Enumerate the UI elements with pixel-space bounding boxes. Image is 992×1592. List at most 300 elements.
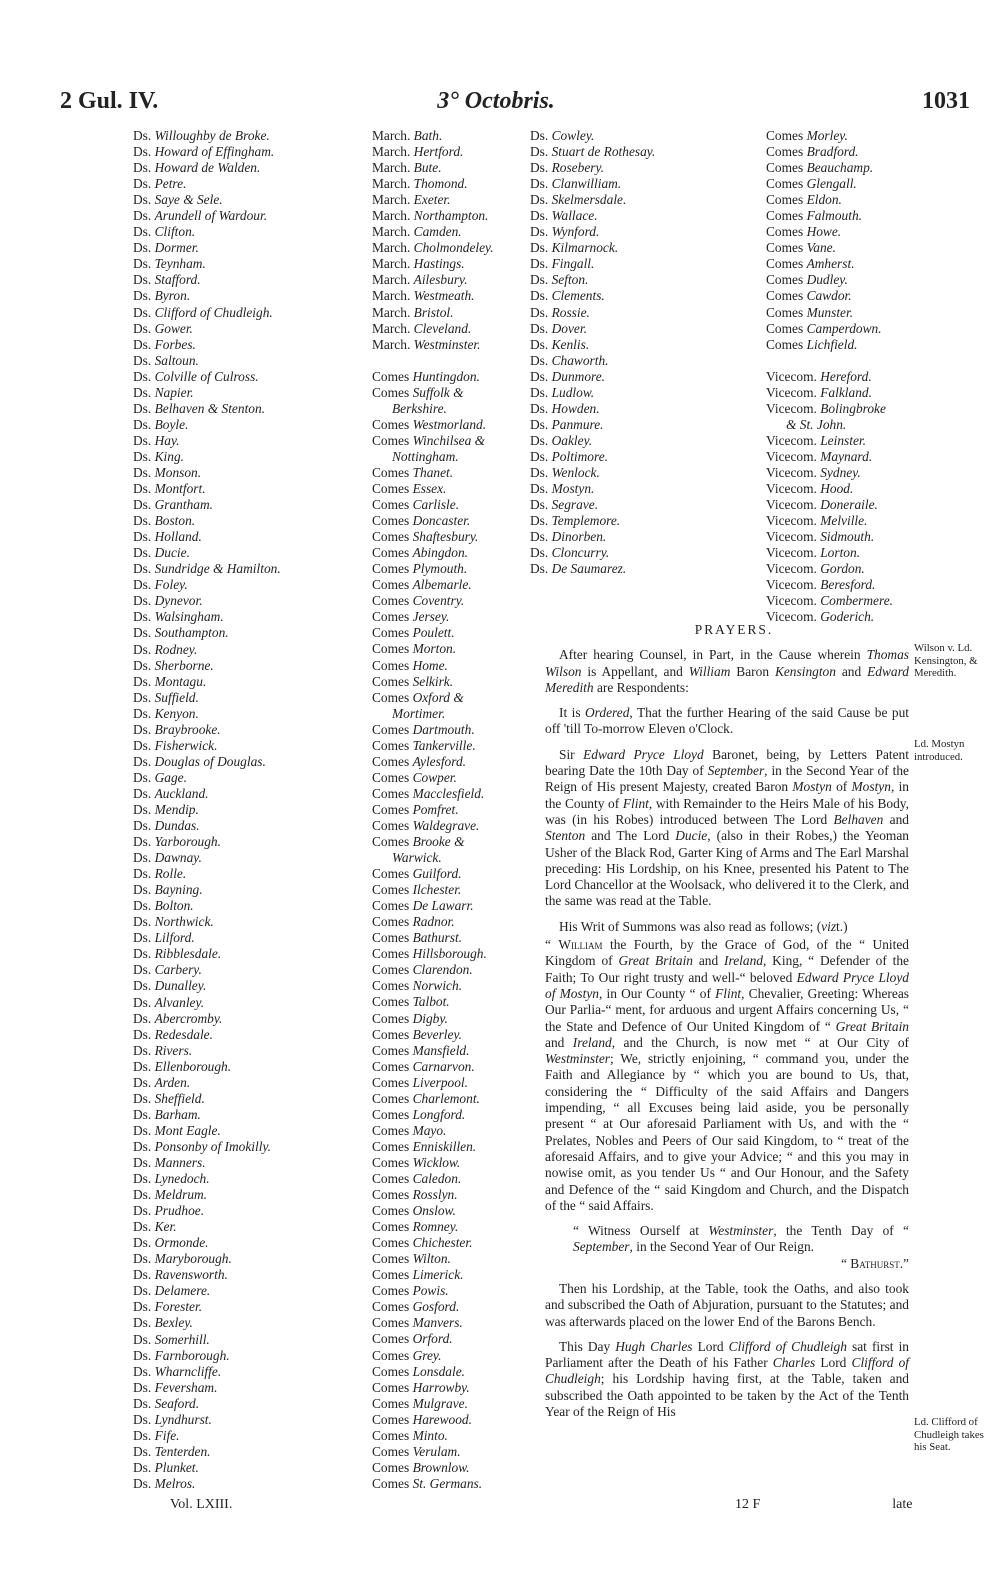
peer-entry [133,160,333,176]
peer-rank: Ds. [133,416,152,432]
peer-rank: Ds. [133,336,152,352]
peer-entry [133,321,333,337]
peer-entry [133,465,333,481]
peer-rank: Ds. [133,609,152,625]
peer-rank: March. [372,144,411,160]
paragraph-order: It is Ordered, That the further Hearing of the said Cause be put off 'till To-morrow Eleven o'Clock. [545,705,909,737]
peer-title: Camden. [413,224,462,240]
peer-entry [766,433,926,449]
peer-title: Cawdor. [806,288,852,304]
peer-entry [133,754,333,770]
peer-title: Hood. [820,480,854,496]
peer-title: Ravensworth. [154,1267,228,1283]
peer-title: Howe. [806,224,842,240]
peer-rank: Comes [372,994,410,1010]
peer-entry [133,1091,333,1107]
peer-entry [530,529,760,545]
peer-entry [372,1155,522,1171]
peer-entry [372,513,522,529]
peer-entry [372,1299,522,1315]
peer-title: Clements. [551,288,605,304]
peer-entry [133,545,333,561]
peer-entry [766,208,926,224]
peer-title: Cloncurry. [551,545,610,561]
peer-rank: Comes [372,416,410,432]
peer-title: Carbery. [154,962,202,978]
peer-entry [133,192,333,208]
peer-title: Dunmore. [551,368,606,384]
peer-title: Feversham. [154,1379,218,1395]
peer-entry [530,369,760,385]
peer-rank: Ds. [133,192,152,208]
peer-title: Napier. [154,384,194,400]
peer-rank: Ds. [133,1171,152,1187]
peer-rank: Comes [372,609,410,625]
peer-entry [372,1396,522,1412]
peer-rank: Ds. [133,144,152,160]
peer-title: Lichfield. [806,336,858,352]
peer-title: Westmeath. [413,288,475,304]
peer-rank: Ds. [133,545,152,561]
peer-rank: Comes [766,272,804,288]
peer-entry [133,369,333,385]
peer-entry [133,1123,333,1139]
peer-title: Lilford. [154,930,195,946]
peer-title: Rosslyn. [412,1187,458,1203]
paragraph-mostyn-introduced: Sir Edward Pryce Lloyd Baronet, being, by Letters Patent bearing Date the 10th Day of September, in the Second Year of the Reign of His present Majesty, created Baron Mostyn of Mostyn, in the County of Flint, with Remainder to the Heirs Male of his Body, was (in his Robes) introduced between The Lord Belhaven and Stenton and The Lord Ducie, (also in their Robes,) the Yeoman Usher of the Black Rod, Garter King of Arms and The Earl Marshal preceding: His Lordship, on his Knee, presented his Patent to The Lord Chancellor at the Woolsack, who delivered it to the Clerk, and the same was read at the Table. [545,746,909,909]
peer-rank: Ds. [530,529,549,545]
peer-title: Clanwilliam. [551,176,622,192]
peer-entry [372,1027,522,1043]
peer-title: Bristol. [413,304,454,320]
peer-entry [133,1203,333,1219]
peer-rank: Ds. [133,914,152,930]
peer-rank: Ds. [530,352,549,368]
peer-rank: Ds. [133,1187,152,1203]
peer-entry [372,1251,522,1267]
peer-entry [133,898,333,914]
peer-entry [133,1380,333,1396]
peer-title: Hastings. [413,256,465,272]
peer-title: Bradford. [806,144,859,160]
peer-rank: Ds. [133,577,152,593]
peer-title: Stuart de Rothesay. [551,144,656,160]
peer-rank: Ds. [133,1411,152,1427]
peer-title: Rosebery. [551,160,605,176]
peer-entry [133,802,333,818]
peer-title: Ponsonby of Imokilly. [154,1138,271,1154]
peer-entry [372,914,522,930]
peer-rank: Comes [766,304,804,320]
section-title-prayers: PRAYERS. [694,622,774,637]
peer-entry [372,497,522,513]
peer-entry [133,1428,333,1444]
peer-title: Dinorben. [551,529,607,545]
peer-title: Forbes. [154,336,196,352]
peer-rank: Ds. [530,320,549,336]
peer-rank: Comes [372,1267,410,1283]
peer-rank: Comes [372,577,410,593]
peer-rank: Comes [372,1122,410,1138]
peer-title: Mansfield. [412,1042,470,1058]
peer-title: Bathurst. [412,930,463,946]
peer-title: Walsingham. [154,609,224,625]
peer-entry [530,401,760,417]
peer-title: Hay. [154,432,180,448]
peer-title: & St. John. [786,416,847,432]
peer-entry [766,545,926,561]
peer-rank: Comes [372,914,410,930]
peer-rank: Ds. [530,416,549,432]
peer-rank: Comes [372,737,410,753]
peer-title: Southampton. [154,625,229,641]
peer-rank: Ds. [530,288,549,304]
peer-title: Doncaster. [412,513,471,529]
peer-rank: Ds. [530,208,549,224]
peer-title: Dormer. [154,240,199,256]
peer-rank: Ds. [133,1331,152,1347]
peer-entry [133,1011,333,1027]
peer-entry [133,625,333,641]
peer-entry [133,1155,333,1171]
peer-entry [372,674,522,690]
peer-list-column-1 [133,128,333,1492]
peer-entry [766,337,926,353]
peer-rank: Ds. [133,1443,152,1459]
peer-entry [766,160,926,176]
peer-rank: Ds. [530,144,549,160]
peer-entry [133,417,333,433]
peer-entry [372,1219,522,1235]
peer-entry [133,642,333,658]
peer-entry [372,144,522,160]
peer-rank: Ds. [133,432,152,448]
peer-title: Munster. [806,304,854,320]
peer-rank: Ds. [133,834,152,850]
peer-title: Braybrooke. [154,721,221,737]
peer-rank: Vicecom. [766,609,817,625]
peer-rank: Ds. [133,304,152,320]
peer-rank: Vicecom. [766,384,817,400]
peer-title: Camperdown. [806,320,882,336]
peer-entry [372,1267,522,1283]
peer-title: Maynard. [820,448,873,464]
peer-rank: Comes [372,1058,410,1074]
peer-list-column-2 [372,128,522,1492]
peer-title: Westmorland. [412,416,487,432]
peer-title: Bath. [413,128,443,143]
peer-entry [766,481,926,497]
peer-title: Cholmondeley. [413,240,494,256]
peer-rank: Comes [766,208,804,224]
peer-entry [530,513,760,529]
peer-title: Teynham. [154,256,206,272]
peer-title: Ormonde. [154,1235,209,1251]
peer-title: Fisherwick. [154,737,218,753]
peer-rank: March. [372,160,411,176]
peer-title: Gower. [154,320,193,336]
peer-entry [372,690,522,706]
peer-title: St. Germans. [412,1475,483,1491]
peer-rank: Ds. [133,208,152,224]
peer-entry [133,240,333,256]
peer-entry [372,593,522,609]
peer-rank: Ds. [133,1042,152,1058]
peer-entry [372,417,522,433]
peer-title: Lorton. [820,545,861,561]
peer-title: Lonsdale. [412,1363,466,1379]
peer-rank: Ds. [133,689,152,705]
peer-rank: Vicecom. [766,448,817,464]
peer-entry [372,818,522,834]
peer-rank: Ds. [133,1283,152,1299]
peer-rank: Ds. [133,224,152,240]
peer-entry [133,978,333,994]
peer-entry [372,834,522,850]
peer-title: Colville of Culross. [154,368,259,384]
peer-rank: Comes [372,1395,410,1411]
peer-rank: Ds. [133,1090,152,1106]
peer-title: Dynevor. [154,593,203,609]
peer-title: Beresford. [820,577,876,593]
peer-title: Goderich. [820,609,875,625]
peer-rank: Ds. [133,464,152,480]
peer-title: Limerick. [412,1267,464,1283]
peer-title: Northampton. [413,208,489,224]
peer-title: Holland. [154,529,202,545]
peer-entry [372,1043,522,1059]
peer-entry [372,1315,522,1331]
peer-rank: Ds. [133,1106,152,1122]
peer-entry [372,994,522,1010]
peer-rank: Ds. [133,1459,152,1475]
peer-title: Amherst. [806,256,855,272]
peer-title: Abercromby. [154,1010,223,1026]
peer-rank: Comes [372,1459,410,1475]
peer-rank: Comes [372,882,410,898]
peer-title: Longford. [412,1106,466,1122]
peer-entry [372,1171,522,1187]
peer-title: Mayo. [412,1122,447,1138]
peer-title: Barham. [154,1106,201,1122]
peer-rank: Comes [372,1154,410,1170]
peer-entry [372,385,522,401]
peer-title: Dover. [551,320,587,336]
peer-title: Howden. [551,400,600,416]
peer-entry [530,561,760,577]
peer-title: Panmure. [551,416,604,432]
peer-entry [766,369,926,385]
writ-signature: “ Bathurst.” [840,1255,909,1271]
peer-title: Mulgrave. [412,1395,468,1411]
peer-title: Mortimer. [392,705,446,721]
peer-title: Rossie. [551,304,590,320]
peer-title: Wilton. [412,1251,451,1267]
peer-entry [530,144,760,160]
peer-entry [766,224,926,240]
peer-entry [530,224,760,240]
peer-entry [372,770,522,786]
peer-title: Eldon. [806,192,842,208]
peer-title: Delamere. [154,1283,211,1299]
peer-entry [133,818,333,834]
peer-title: Ilchester. [412,882,462,898]
peer-entry [133,1059,333,1075]
peer-title: Thanet. [412,464,454,480]
peer-entry [372,288,522,304]
peer-entry [133,1171,333,1187]
peer-entry [530,192,760,208]
peer-rank: Comes [372,1042,410,1058]
peer-entry [133,1476,333,1492]
peer-title: Willoughby de Broke. [154,128,270,143]
peer-title: Suffolk & [412,384,464,400]
peer-title: Sherborne. [154,657,214,673]
peer-title: Sheffield. [154,1090,205,1106]
peer-title: Carlisle. [412,497,460,513]
peer-rank: Ds. [530,545,549,561]
peer-rank: Ds. [133,1074,152,1090]
peer-rank: Comes [372,513,410,529]
peer-entry [372,1428,522,1444]
peer-rank: Comes [372,801,410,817]
peer-entry [372,738,522,754]
peer-rank: Ds. [530,240,549,256]
peer-title: Plymouth. [412,561,468,577]
paragraph-clifford-seat: This Day Hugh Charles Lord Clifford of Chudleigh sat first in Parliament after the Death of his Father Charles Lord Clifford of Chudleigh; his Lordship having first, at the Table, taken and subscribed the Oath appointed to be taken by the Act of the Tenth Year of the Reign of His [545,1338,910,1420]
peer-entry [530,240,760,256]
peer-entry [133,1139,333,1155]
peer-entry [133,1460,333,1476]
peer-entry [766,256,926,272]
peer-title: Orford. [412,1331,453,1347]
peer-rank: Ds. [133,288,152,304]
peer-rank: Comes [372,1411,410,1427]
peer-title: Saye & Sele. [154,192,223,208]
peer-title: Tenterden. [154,1443,211,1459]
peer-rank: Ds. [133,1138,152,1154]
peer-rank: March. [372,176,411,192]
peer-title: Belhaven & Stenton. [154,400,266,416]
peer-title: Byron. [154,288,191,304]
peer-entry [133,208,333,224]
peer-title: Harrowby. [412,1379,470,1395]
peer-rank: Comes [372,497,410,513]
peer-rank: Vicecom. [766,561,817,577]
peer-rank: Comes [372,480,410,496]
peer-entry [372,224,522,240]
peer-title: Waldegrave. [412,817,480,833]
peer-rank: Comes [372,946,410,962]
peer-rank: Ds. [530,160,549,176]
peer-title: Thomond. [413,176,468,192]
peer-rank: Ds. [133,593,152,609]
peer-title: Monson. [154,464,202,480]
peer-title: Shaftesbury. [412,529,479,545]
peer-title: Plunket. [154,1459,199,1475]
peer-rank: Comes [372,673,410,689]
margin-note-clifford: Ld. Clifford of Chudleigh takes his Seat. [914,1416,984,1453]
peer-rank: Comes [766,192,804,208]
peer-title: Clarendon. [412,962,473,978]
peer-rank: Comes [372,1379,410,1395]
peer-title: Kilmarnock. [551,240,619,256]
peer-rank: Ds. [133,1395,152,1411]
peer-entry [133,930,333,946]
peer-entry [766,176,926,192]
peer-title: Lynedoch. [154,1171,210,1187]
peer-entry [133,786,333,802]
peer-rank: Comes [372,721,410,737]
peer-rank: Comes [372,1347,410,1363]
peer-entry [766,465,926,481]
peer-entry [133,690,333,706]
peer-title: Forester. [154,1299,203,1315]
peer-entry [766,529,926,545]
peer-entry [133,288,333,304]
peer-rank: Ds. [133,448,152,464]
peer-rank: Vicecom. [766,513,817,529]
peer-title: Morley. [806,128,848,143]
peer-entry [372,1412,522,1428]
peer-entry [372,321,522,337]
peer-rank: Ds. [133,1267,152,1283]
peer-rank: Ds. [133,1379,152,1395]
peer-rank: Ds. [133,641,152,657]
peer-title: Dundas. [154,818,200,834]
peer-rank: Vicecom. [766,497,817,513]
peer-entry [133,1219,333,1235]
peer-entry [372,754,522,770]
peer-title: Grey. [412,1347,442,1363]
peer-rank: Comes [372,753,410,769]
peer-list-column-4 [766,128,926,625]
peer-rank: Ds. [530,224,549,240]
peer-entry [372,561,522,577]
peer-rank: Ds. [133,1010,152,1026]
peer-title: Beverley. [412,1026,462,1042]
peer-rank: Comes [372,625,410,641]
peer-entry [133,272,333,288]
peer-title: Bexley. [154,1315,193,1331]
peer-rank: March. [372,224,411,240]
peer-rank: Ds. [133,128,152,143]
peer-rank: Comes [372,1106,410,1122]
peer-rank: Ds. [133,769,152,785]
peer-title: Melros. [154,1475,196,1491]
peer-rank: Comes [372,769,410,785]
peer-entry [372,192,522,208]
peer-title: Saltoun. [154,352,199,368]
peer-rank: Comes [372,1203,410,1219]
peer-entry [133,1412,333,1428]
peer-rank: Ds. [133,721,152,737]
peer-entry [133,1187,333,1203]
peer-entry [372,609,522,625]
peer-rank: Ds. [133,1235,152,1251]
peer-rank: Ds. [133,256,152,272]
peer-rank: Ds. [530,176,549,192]
peer-rank: March. [372,288,411,304]
peer-rank: Comes [766,288,804,304]
peer-rank: Vicecom. [766,432,817,448]
peer-entry [133,1283,333,1299]
peer-rank: Ds. [133,882,152,898]
peer-entry [133,609,333,625]
peer-rank: Comes [372,545,410,561]
peer-title: Warwick. [392,850,442,866]
peer-rank: Ds. [133,818,152,834]
